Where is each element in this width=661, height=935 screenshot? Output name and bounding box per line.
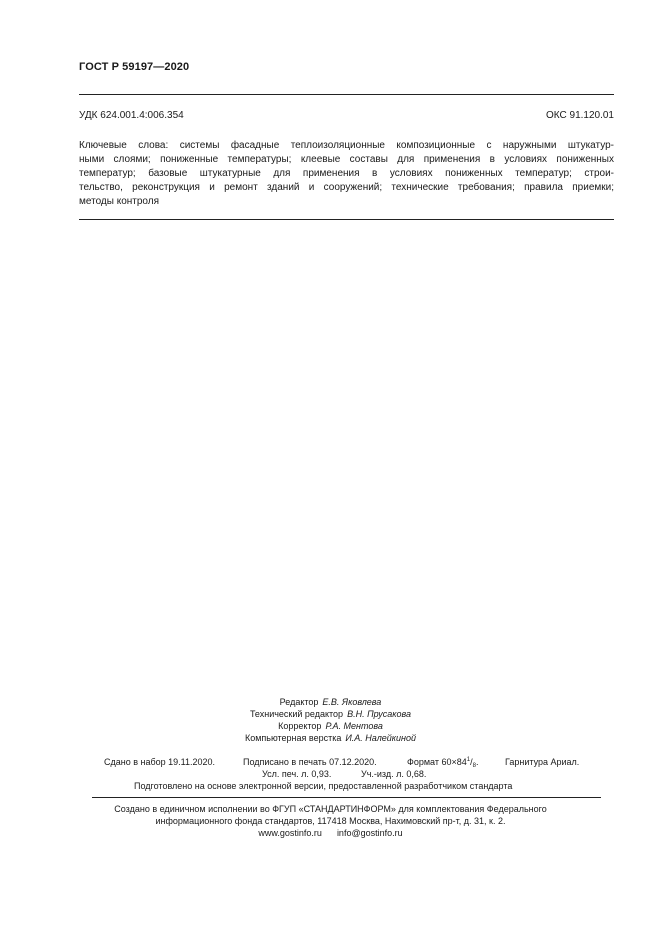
footer-divider (92, 797, 601, 798)
signed-date: Подписано в печать 07.12.2020. (243, 757, 377, 767)
oks-code: ОКС 91.120.01 (546, 110, 614, 121)
typeset-date: Сдано в набор 19.11.2020. (104, 757, 216, 767)
print-sheets: Усл. печ. л. 0,93. (262, 769, 332, 779)
credit-name: В.Н. Прусакова (347, 709, 412, 719)
document-code: ГОСТ Р 59197—2020 (79, 61, 190, 73)
typeface: Гарнитура Ариал. (505, 757, 580, 767)
credit-tech-editor (0, 709, 661, 719)
keywords-divider (79, 219, 614, 220)
email-link[interactable]: info@gostinfo.ru (336, 828, 403, 838)
keywords-line: тельство, реконструкция и ремонт зданий и сооружений; технические требования; правила приемки; (79, 182, 614, 193)
udk-code: УДК 624.001.4:006.354 (79, 110, 184, 121)
credit-label: Компьютерная верстка (244, 733, 342, 743)
format-denominator: 8 (472, 763, 476, 769)
keywords-line: температур; базовые штукатурные для применения в условиях пониженных температур; строи- (79, 168, 614, 179)
credit-label: Корректор (278, 721, 322, 731)
credit-name: И.А. Налейкиной (345, 733, 417, 743)
keywords-block (79, 139, 614, 209)
publisher-sheets: Уч.-изд. л. 0,68. (361, 769, 427, 779)
header-divider (79, 94, 614, 95)
credit-label: Редактор (279, 697, 319, 707)
keywords-line: методы контроля (79, 196, 160, 207)
credit-editor (0, 697, 661, 707)
website-link[interactable]: www.gostinfo.ru (258, 828, 322, 838)
credit-corrector (0, 721, 661, 731)
footer-contacts (0, 828, 661, 838)
credit-name: Е.В. Яковлева (322, 697, 382, 707)
credit-label: Технический редактор (249, 709, 344, 719)
keywords-line: Ключевые слова: системы фасадные теплоизоляционные композиционные с наружными штукатур- (79, 140, 614, 151)
format-numerator: 1 (466, 757, 471, 763)
footer-line: информационного фонда стандартов, 117418 Москва, Нахимовский пр-т, д. 31, к. 2. (155, 816, 506, 826)
credit-layout (0, 733, 661, 743)
paper-format: Формат $60\times 84^1/_8$. (407, 757, 479, 769)
keywords-line: ными слоями; пониженные температуры; клеевые составы для применения в условиях пониженных (79, 154, 614, 165)
format-prefix: Формат 60×84 (407, 757, 467, 767)
footer-line: Создано в единичном исполнении во ФГУП «СТАНДАРТИНФОРМ» для комплектования Федерального (114, 804, 547, 814)
credit-name: Р.А. Ментова (325, 721, 383, 731)
prepared-note: Подготовлено на основе электронной версии, предоставленной разработчиком стандарта (134, 781, 513, 791)
